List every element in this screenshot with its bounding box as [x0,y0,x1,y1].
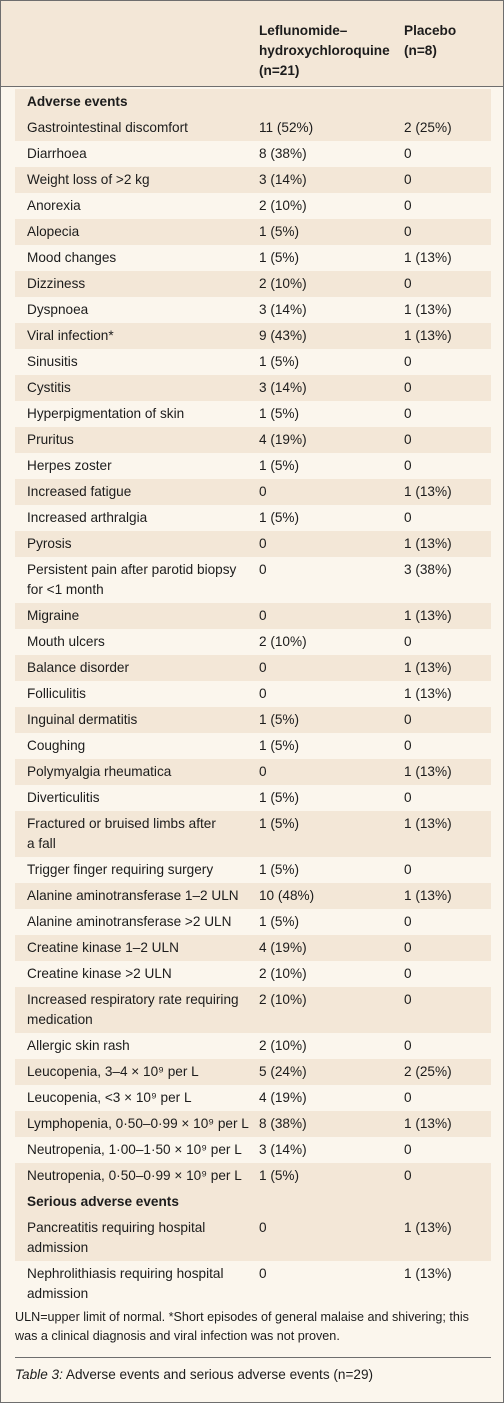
drug-value: 0 [259,562,267,577]
event-label [27,814,255,854]
placebo-value: 1 (13%) [404,536,452,551]
table-row [15,987,491,1033]
event-label [27,684,255,704]
placebo-value: 1 (13%) [404,1116,452,1131]
event-label-line: Lymphopenia, 0·50–0·99 × 10⁹ per L [27,1116,249,1131]
event-label [27,456,255,476]
column-header-drug [259,21,409,81]
drug-value: 1 (5%) [259,224,300,239]
event-label [27,886,255,906]
event-label-line: Polymyalgia rheumatica [27,764,172,779]
table-row [15,1137,491,1163]
event-label [27,1264,255,1304]
table-row [15,1215,491,1261]
placebo-value: 0 [404,276,412,291]
table-row [15,323,491,349]
table-row [15,479,491,505]
table-header [1,1,503,86]
event-label [27,144,255,164]
event-label [27,196,255,216]
event-label-line: Neutropenia, 1·00–1·50 × 10⁹ per L [27,1142,242,1157]
event-label-line: Pruritus [27,432,74,447]
placebo-value: 0 [404,790,412,805]
table-row [15,531,491,557]
event-label [27,482,255,502]
placebo-value: 0 [404,1142,412,1157]
table-row [15,297,491,323]
event-label [27,248,255,268]
drug-value: 5 (24%) [259,1064,307,1079]
placebo-value: 1 (13%) [404,764,452,779]
event-label-line: Increased arthralgia [27,510,148,525]
table-row [15,271,491,297]
table-row [15,349,491,375]
table-row [15,115,491,141]
event-label-line: Hyperpigmentation of skin [27,406,185,421]
event-label [27,1036,255,1056]
event-label [27,964,255,984]
table-row [15,811,491,857]
event-label-line: Cystitis [27,380,71,395]
event-label [27,860,255,880]
drug-value: 2 (10%) [259,634,307,649]
placebo-value: 1 (13%) [404,686,452,701]
event-label-line: Creatine kinase >2 ULN [27,966,172,981]
column-header-placebo [404,21,494,61]
drug-value: 1 (5%) [259,712,300,727]
event-label-line: Mouth ulcers [27,634,105,649]
event-label-line: Gastrointestinal discomfort [27,120,188,135]
footnote: ULN=upper limit of normal. *Short episodes of general malaise and shivering; this was a clinical diagnosis and viral infection was not proven. [15,1310,469,1343]
table-row [15,935,491,961]
placebo-value: 2 (25%) [404,120,452,135]
drug-value: 4 (19%) [259,432,307,447]
placebo-value: 1 (13%) [404,608,452,623]
table-row [15,1059,491,1085]
event-label [27,274,255,294]
placebo-value: 2 (25%) [404,1064,452,1079]
drug-value: 2 (10%) [259,992,307,1007]
event-label [27,1062,255,1082]
event-label-line: Folliculitis [27,686,86,701]
table-row [15,1163,491,1189]
event-label-line: Nephrolithiasis requiring hospital [27,1266,224,1281]
event-label-line: Trigger finger requiring surgery [27,862,214,877]
table-row [15,401,491,427]
event-label [27,606,255,626]
drug-value: 1 (5%) [259,862,300,877]
placebo-value: 1 (13%) [404,660,452,675]
event-label-line: Alopecia [27,224,80,239]
event-label-line: Sinusitis [27,354,78,369]
drug-value: 0 [259,608,267,623]
event-label-line: Alanine aminotransferase 1–2 ULN [27,888,239,903]
event-label [27,990,255,1030]
placebo-value: 0 [404,862,412,877]
event-label-line: Dizziness [27,276,86,291]
event-label [27,912,255,932]
event-label-line: for <1 month [27,582,104,597]
event-label-line: Neutropenia, 0·50–0·99 × 10⁹ per L [27,1168,242,1183]
drug-value: 0 [259,660,267,675]
event-label-line: Leucopenia, <3 × 10⁹ per L [27,1090,192,1105]
event-label-line: Migraine [27,608,80,623]
event-label-line: Diverticulitis [27,790,100,805]
table-row [15,505,491,531]
placebo-value: 0 [404,1038,412,1053]
table-row [15,681,491,707]
placebo-value: 0 [404,354,412,369]
header-rule [1,86,503,87]
placebo-value: 0 [404,380,412,395]
caption-label: Table 3: [15,1367,63,1382]
event-label-line: Mood changes [27,250,117,265]
table-row [15,785,491,811]
event-label [27,222,255,242]
caption-rule [15,1357,491,1358]
event-label [27,938,255,958]
event-label [27,352,255,372]
column-header-drug-name: Leflunomide– [259,23,348,38]
event-label [27,326,255,346]
event-label-line: medication [27,1012,93,1027]
table-row [15,1111,491,1137]
table-row [15,375,491,401]
drug-value: 2 (10%) [259,276,307,291]
event-label [27,788,255,808]
drug-value: 1 (5%) [259,738,300,753]
event-label-line: Leucopenia, 3–4 × 10⁹ per L [27,1064,199,1079]
placebo-value: 1 (13%) [404,816,452,831]
placebo-value: 0 [404,1168,412,1183]
placebo-value: 0 [404,992,412,1007]
drug-value: 1 (5%) [259,354,300,369]
event-label [27,1218,255,1258]
table-row [15,1033,491,1059]
table-row [15,857,491,883]
event-label-line: Diarrhoea [27,146,87,161]
table-row [15,961,491,987]
placebo-value: 1 (13%) [404,888,452,903]
event-label [27,1088,255,1108]
event-label-line: Persistent pain after parotid biopsy [27,562,237,577]
section-header-adverse: Adverse events [15,89,491,115]
placebo-value: 0 [404,224,412,239]
drug-value: 3 (14%) [259,172,307,187]
table-row [15,733,491,759]
event-label [27,170,255,190]
drug-value: 0 [259,484,267,499]
drug-value: 0 [259,1220,267,1235]
drug-value: 8 (38%) [259,1116,307,1131]
event-label [27,1114,255,1134]
event-label [27,508,255,528]
table-row [15,453,491,479]
drug-value: 1 (5%) [259,406,300,421]
drug-value: 0 [259,536,267,551]
event-label-line: Pancreatitis requiring hospital [27,1220,206,1235]
event-label [27,118,255,138]
placebo-value: 0 [404,940,412,955]
section-header-serious: Serious adverse events [15,1189,491,1215]
event-label [27,1140,255,1160]
table-row [15,167,491,193]
table-row [15,883,491,909]
placebo-value: 3 (38%) [404,562,452,577]
drug-value: 8 (38%) [259,146,307,161]
event-label-line: Allergic skin rash [27,1038,130,1053]
table-row [15,603,491,629]
column-header-placebo-name: Placebo [404,23,457,38]
placebo-value: 1 (13%) [404,250,452,265]
event-label-line: admission [27,1286,89,1301]
drug-value: 3 (14%) [259,380,307,395]
drug-value: 1 (5%) [259,250,300,265]
event-label-line: Viral infection* [27,328,114,343]
placebo-value: 1 (13%) [404,328,452,343]
event-label-line: Coughing [27,738,86,753]
event-label-line: Fractured or bruised limbs after [27,816,216,831]
placebo-value: 1 (13%) [404,1220,452,1235]
event-label [27,378,255,398]
event-label-line: Increased fatigue [27,484,132,499]
event-label-line: a fall [27,836,56,851]
event-label [27,736,255,756]
table-row [15,759,491,785]
caption-text: Adverse events and serious adverse events (n=29) [62,1367,374,1382]
placebo-value: 1 (13%) [404,302,452,317]
placebo-value: 0 [404,1090,412,1105]
event-label [27,560,255,600]
drug-value: 4 (19%) [259,940,307,955]
drug-value: 1 (5%) [259,914,300,929]
event-label-line: Herpes zoster [27,458,112,473]
placebo-value: 1 (13%) [404,1266,452,1281]
table-row [15,1085,491,1111]
placebo-value: 0 [404,432,412,447]
event-label-line: Inguinal dermatitis [27,712,138,727]
table-caption [15,1363,491,1387]
drug-value: 11 (52%) [259,120,314,135]
event-label-line: Anorexia [27,198,81,213]
event-label [27,710,255,730]
placebo-value: 0 [404,634,412,649]
drug-value: 1 (5%) [259,816,300,831]
drug-value: 1 (5%) [259,510,300,525]
event-label [27,762,255,782]
table-row [15,193,491,219]
table-row [15,557,491,603]
table-row [15,707,491,733]
placebo-value: 0 [404,172,412,187]
table-row [15,629,491,655]
drug-value: 2 (10%) [259,198,307,213]
event-label-line: Creatine kinase 1–2 ULN [27,940,179,955]
event-label-line: admission [27,1240,89,1255]
drug-value: 10 (48%) [259,888,315,903]
placebo-value: 0 [404,510,412,525]
drug-value: 2 (10%) [259,966,307,981]
placebo-value: 0 [404,712,412,727]
column-header-drug-n: (n=21) [259,63,300,78]
drug-value: 9 (43%) [259,328,307,343]
drug-value: 4 (19%) [259,1090,307,1105]
placebo-value: 0 [404,966,412,981]
drug-value: 0 [259,764,267,779]
column-header-drug-name-2: hydroxychloroquine [259,43,390,58]
event-label [27,300,255,320]
event-label-line: Weight loss of >2 kg [27,172,150,187]
event-label-line: Pyrosis [27,536,72,551]
event-label-line: Alanine aminotransferase >2 ULN [27,914,232,929]
table-row [15,909,491,935]
placebo-value: 0 [404,198,412,213]
event-label [27,1166,255,1186]
drug-value: 3 (14%) [259,302,307,317]
event-label [27,658,255,678]
event-label [27,534,255,554]
drug-value: 0 [259,1266,267,1281]
placebo-value: 0 [404,458,412,473]
event-label [27,404,255,424]
table-row [15,427,491,453]
column-header-placebo-n: (n=8) [404,43,437,58]
drug-value: 0 [259,686,267,701]
placebo-value: 1 (13%) [404,484,452,499]
drug-value: 1 (5%) [259,790,300,805]
drug-value: 2 (10%) [259,1038,307,1053]
placebo-value: 0 [404,914,412,929]
drug-value: 1 (5%) [259,1168,300,1183]
table-row [15,245,491,271]
table-row [15,1261,491,1307]
event-label [27,430,255,450]
event-label-line: Dyspnoea [27,302,89,317]
event-label [27,632,255,652]
placebo-value: 0 [404,406,412,421]
table-row [15,141,491,167]
placebo-value: 0 [404,146,412,161]
placebo-value: 0 [404,738,412,753]
drug-value: 1 (5%) [259,458,300,473]
drug-value: 3 (14%) [259,1142,307,1157]
event-label-line: Increased respiratory rate requiring [27,992,239,1007]
event-label-line: Balance disorder [27,660,130,675]
table-row [15,655,491,681]
table-row [15,219,491,245]
